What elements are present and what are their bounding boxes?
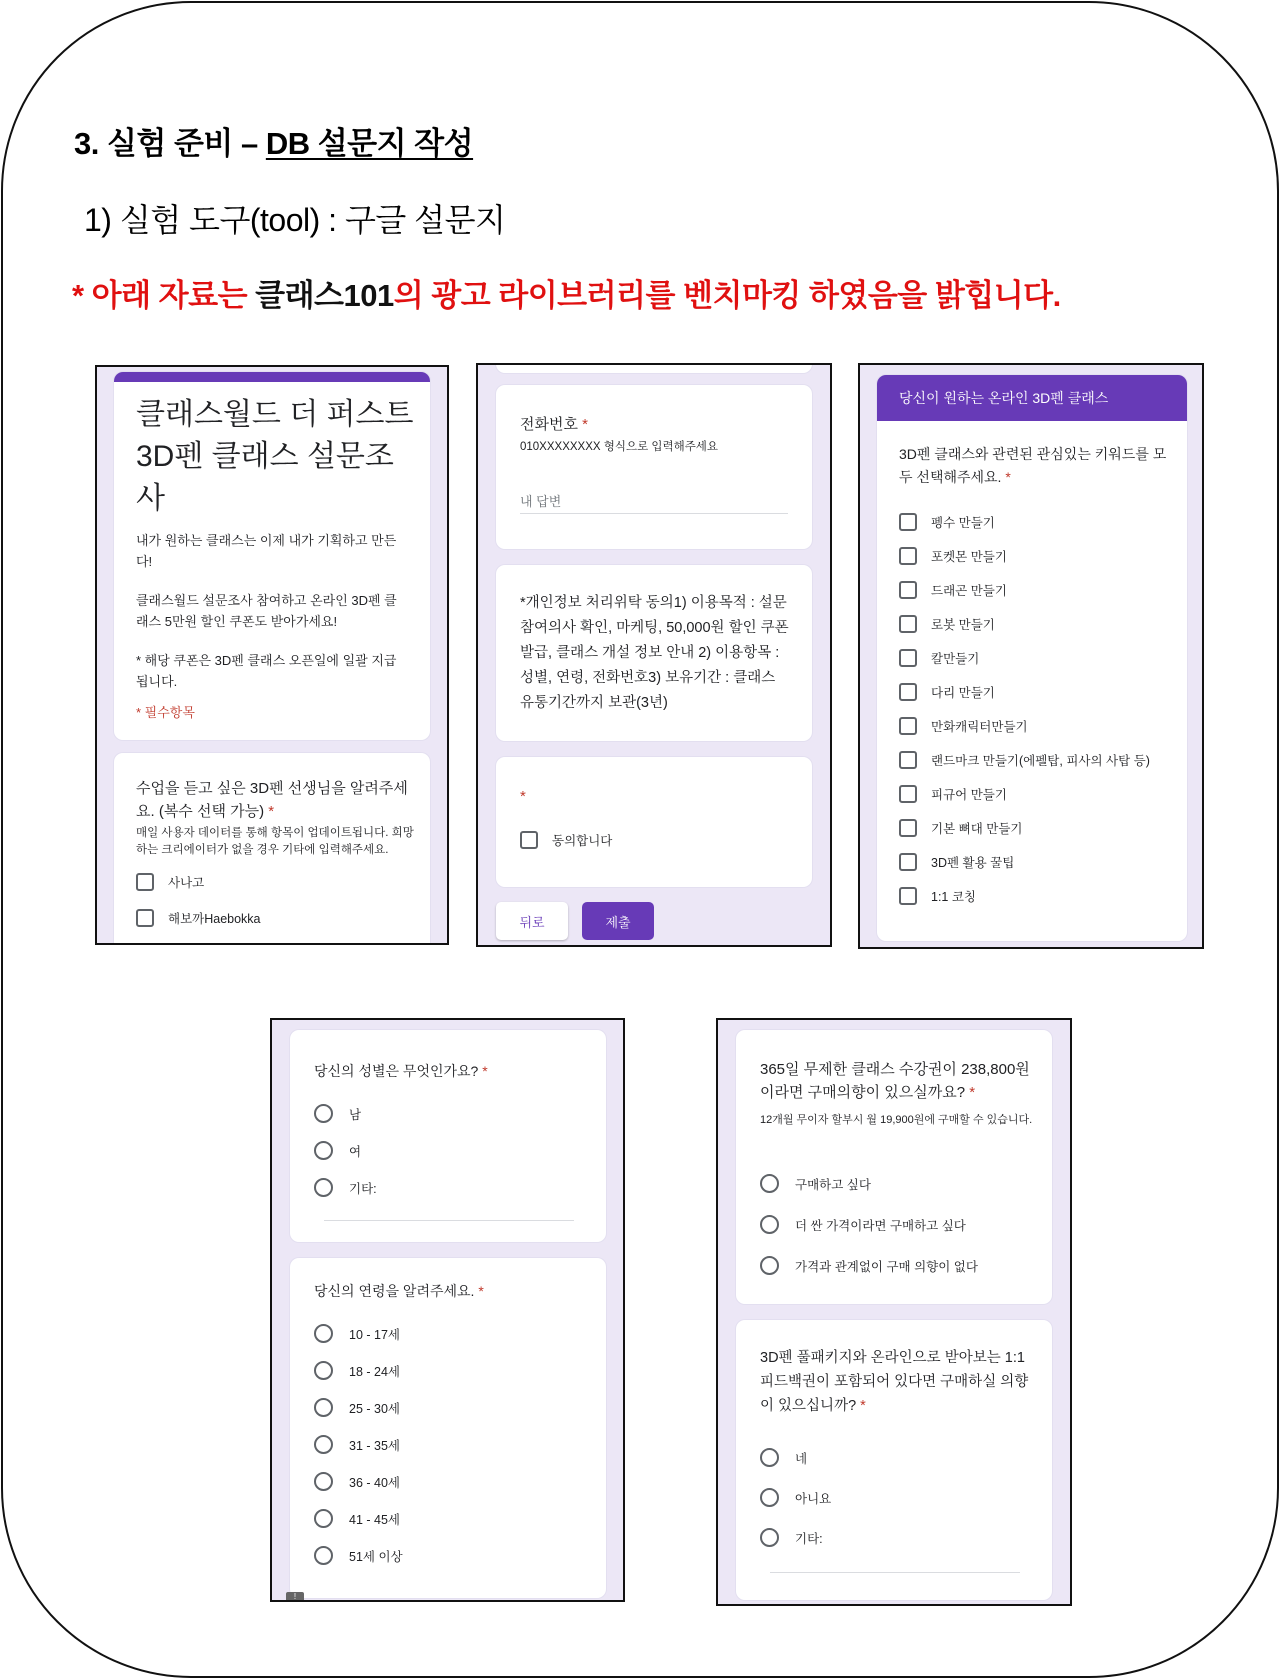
purchase-option[interactable] [760, 1215, 966, 1234]
form-screenshot-contact [476, 363, 832, 947]
radio-icon[interactable] [314, 1104, 333, 1123]
option-label: 아니요 [795, 1491, 832, 1506]
checkbox-icon[interactable] [136, 909, 154, 927]
phone-title-text: 전화번호 [520, 416, 578, 433]
keyword-option[interactable] [899, 887, 976, 905]
option-label: 기본 뼈대 만들기 [931, 822, 1023, 836]
question-help: 매일 사용자 데이터를 통해 항목이 업데이트됩니다. 희망하는 크리에이터가 없을 경우 기타에 입력해주세요. [136, 827, 414, 856]
option-label: 41 - 45세 [349, 1512, 400, 1527]
age-option[interactable] [314, 1324, 400, 1343]
age-option[interactable] [314, 1398, 400, 1417]
option-label: 36 - 40세 [349, 1475, 400, 1490]
keyword-option[interactable] [899, 615, 995, 633]
keyword-option[interactable] [899, 751, 1150, 769]
checkbox-icon[interactable] [899, 513, 917, 531]
consent-question-card [496, 757, 812, 887]
teacher-question-card [114, 753, 430, 945]
option-label: 구매하고 싶다 [795, 1177, 871, 1192]
benchmark-notice [72, 270, 1061, 315]
phone-question-card [496, 385, 812, 549]
consent-required-mark: * [520, 788, 526, 805]
form-description-3: * 해당 쿠폰은 3D펜 클래스 오픈일에 일괄 지급됩니다. [136, 653, 397, 689]
form-description-1: 내가 원하는 클래스는 이제 내가 기획하고 만든다! [136, 533, 397, 569]
privacy-notice-card [496, 565, 812, 741]
package-option[interactable] [760, 1528, 823, 1547]
form-title-line1: 클래스월드 더 퍼스트 [136, 398, 414, 431]
form-accent-bar [114, 372, 430, 382]
radio-icon[interactable] [760, 1174, 779, 1193]
privacy-notice-text: *개인정보 처리위탁 동의1) 이용목적 : 설문참여의사 확인, 마케팅, 50,000원 할인 쿠폰 발급, 클래스 개설 정보 안내 2) 이용항목 : 성별, 연령, 전화번호3) 보유기간 : 클래스 유통기간까지 보관(3년) [520, 595, 789, 711]
radio-icon[interactable] [314, 1141, 333, 1160]
option-label: 네 [795, 1451, 808, 1466]
checkbox-icon[interactable] [899, 649, 917, 667]
form-title-line3: 사 [136, 482, 165, 515]
keyword-option[interactable] [899, 683, 995, 701]
option-checkbox[interactable] [136, 873, 204, 891]
keyword-option[interactable] [899, 547, 1007, 565]
phone-question-title [520, 413, 588, 436]
keywords-question-title [899, 443, 1179, 489]
purchase-option[interactable] [760, 1256, 978, 1275]
required-fields-note: * 필수항목 [136, 705, 195, 720]
heading-underlined: DB 설문지 작성 [265, 126, 474, 161]
age-option[interactable] [314, 1361, 400, 1380]
form-screenshot-intro [95, 365, 449, 945]
phone-input-placeholder: 내 답변 [520, 494, 562, 509]
option-label: 10 - 17세 [349, 1327, 400, 1342]
keywords-question-card [877, 375, 1187, 941]
age-question-title [314, 1280, 484, 1303]
purchase-question-card [736, 1030, 1052, 1304]
purchase-question-title [760, 1058, 1040, 1104]
age-option[interactable] [314, 1472, 400, 1491]
age-question-card [290, 1258, 606, 1598]
checkbox-icon[interactable] [899, 785, 917, 803]
checkbox-icon[interactable] [136, 873, 154, 891]
radio-icon[interactable] [314, 1398, 333, 1417]
keyword-option[interactable] [899, 649, 979, 667]
report-problem-icon[interactable]: ! [286, 1592, 304, 1602]
checkbox-icon[interactable] [899, 717, 917, 735]
checkbox-icon[interactable] [899, 683, 917, 701]
age-option[interactable] [314, 1546, 403, 1565]
radio-icon[interactable] [760, 1448, 779, 1467]
form-screenshot-keywords [858, 363, 1204, 949]
notice-brand: 클래스101 [255, 278, 394, 313]
option-label: 3D펜 활용 꿀팁 [931, 856, 1015, 870]
form-screenshot-demographics [270, 1018, 625, 1602]
gender-other-input[interactable] [324, 1220, 574, 1221]
keyword-option[interactable] [899, 717, 1028, 735]
radio-icon[interactable] [314, 1361, 333, 1380]
keyword-option[interactable] [899, 853, 1014, 871]
age-title-text: 당신의 연령을 알려주세요. [314, 1283, 475, 1299]
option-label: 25 - 30세 [349, 1401, 400, 1416]
required-mark: * [860, 1398, 866, 1414]
form-title-line2: 3D펜 클래스 설문조 [136, 440, 394, 473]
checkbox-icon[interactable] [520, 831, 538, 849]
checkbox-icon[interactable] [899, 547, 917, 565]
option-label: 포켓몬 만들기 [931, 550, 1007, 564]
question-title-text: 수업을 듣고 싶은 3D펜 선생님을 알려주세요. (복수 선택 가능) [136, 780, 408, 820]
radio-icon[interactable] [314, 1509, 333, 1528]
option-label: 18 - 24세 [349, 1364, 400, 1379]
required-mark: * [478, 1283, 484, 1299]
checkbox-icon[interactable] [899, 853, 917, 871]
form-description-2: 클래스월드 설문조사 참여하고 온라인 3D펜 클래스 5만원 할인 쿠폰도 받아가세요! [136, 593, 397, 629]
option-label: 더 싼 가격이라면 구매하고 싶다 [795, 1218, 966, 1233]
checkbox-icon[interactable] [899, 615, 917, 633]
required-mark: * [1005, 469, 1011, 485]
notice-part1: * 아래 자료는 [72, 278, 256, 313]
checkbox-icon[interactable] [899, 751, 917, 769]
gender-option[interactable] [314, 1104, 361, 1123]
option-label: 가격과 관계없이 구매 의향이 없다 [795, 1259, 978, 1274]
purchase-help: 12개월 무이자 할부시 월 19,900원에 구매할 수 있습니다. [760, 1114, 1033, 1126]
gender-option[interactable] [314, 1141, 361, 1160]
radio-icon[interactable] [314, 1546, 333, 1565]
required-mark: * [969, 1084, 976, 1101]
option-checkbox[interactable] [136, 909, 261, 927]
option-label: 다리 만들기 [931, 686, 995, 700]
option-label: 로봇 만들기 [931, 618, 995, 632]
option-label: 51세 이상 [349, 1549, 403, 1564]
option-label: 드래곤 만들기 [931, 584, 1007, 598]
option-label: 기타: [349, 1181, 377, 1196]
package-question-title [760, 1346, 1040, 1418]
gender-question-card [290, 1030, 606, 1242]
option-label: 해보까Haebokka [168, 912, 261, 926]
radio-icon[interactable] [314, 1178, 333, 1197]
age-option[interactable] [314, 1435, 400, 1454]
required-mark: * [582, 416, 588, 433]
required-mark: * [482, 1063, 488, 1079]
option-label: 31 - 35세 [349, 1438, 400, 1453]
option-label: 피규어 만들기 [931, 788, 1007, 802]
slide-subheading: 1) 실험 도구(tool) : 구글 설문지 [84, 202, 506, 238]
purchase-title-text: 365일 무제한 클래스 수강권이 238,800원이라면 구매의향이 있으실까요? [760, 1061, 1030, 1101]
submit-button[interactable]: 제출 [582, 902, 654, 940]
required-mark: * [268, 803, 275, 820]
radio-icon[interactable] [314, 1324, 333, 1343]
keywords-title-text: 3D펜 클래스와 관련된 관심있는 키워드를 모두 선택해주세요. [899, 446, 1167, 485]
age-option[interactable] [314, 1509, 400, 1528]
option-label: 랜드마크 만들기(에펠탑, 피사의 사탑 등) [931, 754, 1150, 768]
package-question-card [736, 1320, 1052, 1600]
consent-checkbox[interactable] [520, 831, 612, 849]
form-header-card [114, 372, 430, 740]
radio-icon[interactable] [314, 1472, 333, 1491]
option-label: 만화캐릭터만들기 [931, 720, 1028, 734]
previous-card-edge [496, 363, 812, 373]
checkbox-icon[interactable] [899, 581, 917, 599]
package-title-text: 3D펜 풀패키지와 온라인으로 받아보는 1:1 피드백권이 포함되어 있다면 구매하실 의향이 있으십니까? [760, 1350, 1029, 1414]
option-label: 1:1 코칭 [931, 890, 976, 904]
option-label: 칼만들기 [931, 652, 980, 666]
slide-heading [74, 118, 473, 163]
phone-input[interactable] [520, 513, 788, 514]
form-screenshot-purchase-intent [716, 1018, 1072, 1606]
keyword-option[interactable] [899, 513, 995, 531]
phone-format-help: 010XXXXXXXX 형식으로 입력해주세요 [520, 441, 719, 453]
package-option[interactable] [760, 1488, 831, 1507]
purchase-option[interactable] [760, 1174, 871, 1193]
question-title [136, 777, 416, 823]
heading-prefix: 3. 실험 준비 – [74, 126, 266, 161]
option-label: 남 [349, 1107, 362, 1122]
radio-icon[interactable] [760, 1256, 779, 1275]
keyword-option[interactable] [899, 785, 1007, 803]
radio-icon[interactable] [760, 1488, 779, 1507]
notice-part2: 의 광고 라이브러리를 벤치마킹 하였음을 밝힙니다. [393, 278, 1061, 313]
radio-icon[interactable] [314, 1435, 333, 1454]
gender-option[interactable] [314, 1178, 377, 1197]
keyword-option[interactable] [899, 819, 1022, 837]
checkbox-icon[interactable] [899, 887, 917, 905]
package-option[interactable] [760, 1448, 807, 1467]
gender-question-title [314, 1060, 488, 1083]
package-other-input[interactable] [770, 1572, 1020, 1573]
checkbox-icon[interactable] [899, 819, 917, 837]
back-button[interactable]: 뒤로 [496, 902, 568, 940]
radio-icon[interactable] [760, 1528, 779, 1547]
option-label: 기타: [795, 1531, 823, 1546]
consent-label: 동의합니다 [552, 834, 613, 848]
option-label: 사나고 [168, 876, 205, 890]
section-header: 당신이 원하는 온라인 3D펜 클래스 [877, 375, 1187, 421]
option-label: 여 [349, 1144, 362, 1159]
keyword-option[interactable] [899, 581, 1007, 599]
option-label: 펭수 만들기 [931, 516, 995, 530]
radio-icon[interactable] [760, 1215, 779, 1234]
gender-title-text: 당신의 성별은 무엇인가요? [314, 1063, 479, 1079]
